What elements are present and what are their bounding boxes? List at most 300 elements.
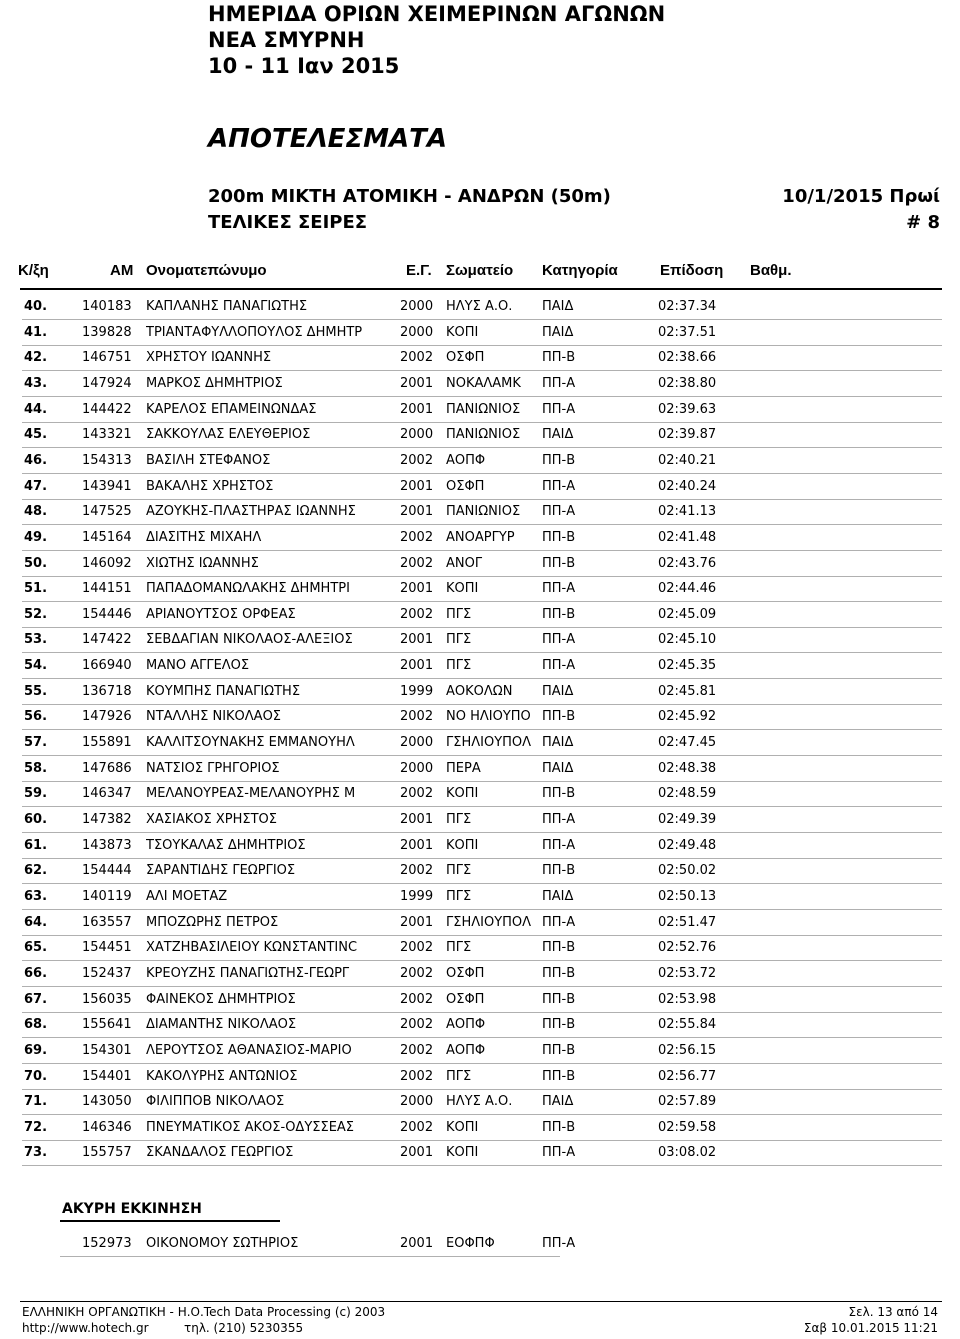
result-time: 02:49.39 — [658, 812, 717, 827]
result-category: ΠΠ-Β — [542, 555, 576, 571]
result-rank: 59. — [24, 786, 48, 802]
result-category: ΠΠ-Β — [542, 452, 576, 468]
result-am: 154401 — [82, 1068, 132, 1084]
result-rank: 55. — [24, 683, 48, 699]
result-name: ΚΑΚΟΛΥΡΗΣ ΑΝΤΩΝΙΟΣ — [146, 1068, 298, 1084]
result-rank: 67. — [24, 991, 48, 1007]
result-club: ΠΓΣ — [446, 863, 472, 879]
result-am: 147924 — [82, 375, 132, 391]
row-rule — [22, 1089, 942, 1090]
row-rule — [22, 832, 942, 833]
table-row — [0, 684, 960, 709]
result-year: 2000 — [400, 299, 434, 314]
result-am: 147525 — [82, 504, 132, 520]
result-club: ΠΑΝΙΩΝΙΟΣ — [446, 504, 521, 520]
result-category: ΠΠ-Α — [542, 401, 576, 417]
result-time: 02:44.46 — [658, 581, 717, 597]
result-name: ΜΠΟΖΩΡΗΣ ΠΕΤΡΟΣ — [146, 914, 279, 930]
result-category: ΠΠ-Α — [542, 478, 576, 494]
result-am: 147422 — [82, 632, 132, 648]
result-rank: 54. — [24, 658, 48, 674]
col-category: Κατηγορία — [542, 262, 618, 279]
table-row — [0, 838, 960, 863]
result-am: 156035 — [82, 991, 132, 1007]
result-club: ΟΣΦΠ — [446, 991, 485, 1007]
result-time: 02:50.02 — [658, 863, 717, 879]
result-name: ΤΣΟΥΚΑΛΑΣ ΔΗΜΗΤΡΙΟΣ — [146, 837, 306, 853]
result-club: ΠΕΡΑ — [446, 760, 481, 776]
result-name: ΚΑΡΕΛΟΣ ΕΠΑΜΕΙΝΩΝΔΑΣ — [146, 401, 317, 417]
col-year: Ε.Γ. — [406, 262, 432, 279]
footer-separator — [20, 1301, 942, 1302]
result-am: 146751 — [82, 350, 132, 366]
result-name: ΦΙΛΙΠΠΟΒ ΝΙΚΟΛΑΟΣ — [146, 1094, 285, 1110]
result-category: ΠΑΙΔ — [542, 888, 574, 904]
result-year: 1999 — [400, 683, 434, 699]
result-club: ΚΟΠΙ — [446, 1119, 479, 1135]
result-am: 143873 — [82, 837, 132, 853]
result-am: 166940 — [82, 658, 132, 674]
table-row — [0, 966, 960, 991]
result-year: 2000 — [400, 324, 434, 340]
table-row — [0, 530, 960, 555]
result-name: ΠΑΠΑΔΟΜΑΝΩΛΑΚΗΣ ΔΗΜΗΤΡΙ — [146, 581, 350, 597]
result-time: 02:52.76 — [658, 940, 717, 956]
table-row — [0, 325, 960, 350]
result-name: ΑΛΙ ΜΟΕΤΑΖ — [146, 888, 228, 904]
result-rank: 66. — [24, 965, 48, 981]
result-am: 147686 — [82, 760, 132, 776]
result-am: 143321 — [82, 427, 132, 443]
result-am: 152437 — [82, 965, 132, 981]
result-time: 02:59.58 — [658, 1119, 717, 1135]
result-time: 02:37.51 — [658, 324, 717, 340]
result-name: ΧΑΣΙΑΚΟΣ ΧΡΗΣΤΟΣ — [146, 812, 277, 827]
row-rule — [22, 806, 942, 807]
result-category: ΠΑΙΔ — [542, 1094, 574, 1110]
result-category: ΠΠ-Β — [542, 1068, 576, 1084]
result-am: 146092 — [82, 555, 132, 571]
row-rule — [22, 1114, 942, 1115]
table-row — [0, 453, 960, 478]
result-rank: 41. — [24, 324, 48, 340]
footer-page: Σελ. 13 από 14 — [848, 1305, 938, 1319]
table-row — [0, 504, 960, 529]
result-category: ΠΑΙΔ — [542, 735, 574, 751]
result-am: 154301 — [82, 1042, 132, 1058]
meet-title: ΗΜΕΡΙΔΑ ΟΡΙΩΝ ΧΕΙΜΕΡΙΝΩΝ ΑΓΩΝΩΝ — [208, 2, 666, 26]
result-time: 02:48.38 — [658, 760, 717, 776]
result-am: 154451 — [82, 940, 132, 956]
result-year: 2002 — [400, 529, 434, 545]
table-row — [0, 709, 960, 734]
result-time: 02:39.63 — [658, 401, 717, 417]
result-rank: 53. — [24, 632, 48, 648]
result-time: 02:45.92 — [658, 709, 717, 725]
result-year: 2002 — [400, 555, 434, 571]
table-row — [0, 812, 960, 837]
result-club: ΠΓΣ — [446, 632, 472, 648]
row-rule — [22, 704, 942, 705]
result-year: 2001 — [400, 401, 434, 417]
result-category: ΠΠ-Β — [542, 1017, 576, 1033]
result-category: ΠΑΙΔ — [542, 324, 574, 340]
table-row — [0, 889, 960, 914]
result-category: ΠΠ-Α — [542, 914, 576, 930]
result-rank: 51. — [24, 581, 48, 597]
result-club: ΚΟΠΙ — [446, 837, 479, 853]
row-rule — [22, 601, 942, 602]
col-points: Βαθμ. — [750, 262, 792, 279]
dnf-name: ΟΙΚΟΝΟΜΟΥ ΣΩΤΗΡΙΟΣ — [146, 1236, 299, 1251]
result-name: ΠΝΕΥΜΑΤΙΚΟΣ ΑΚΟΣ-ΟΔΥΣΣΕΑΣ — [146, 1119, 355, 1135]
table-row — [0, 992, 960, 1017]
col-club: Σωματείο — [446, 262, 514, 279]
col-name: Ονοματεπώνυμο — [146, 262, 267, 279]
result-time: 02:43.76 — [658, 555, 717, 571]
result-club: ΑΝΟΓ — [446, 555, 483, 571]
table-row — [0, 1017, 960, 1042]
result-name: ΜΕΛΑΝΟΥΡΕΑΣ-ΜΕΛΑΝΟΥΡΗΣ Μ — [146, 786, 356, 802]
footer-phone: τηλ. (210) 5230355 — [184, 1321, 304, 1335]
row-rule — [22, 627, 942, 628]
result-rank: 48. — [24, 504, 48, 520]
result-rank: 47. — [24, 478, 48, 494]
result-category: ΠΠ-Β — [542, 786, 576, 802]
result-year: 2002 — [400, 350, 434, 366]
result-am: 140183 — [82, 299, 132, 314]
row-rule — [22, 986, 942, 987]
result-year: 2000 — [400, 427, 434, 443]
table-row — [0, 556, 960, 581]
result-time: 02:53.72 — [658, 965, 717, 981]
result-club: ΚΟΠΙ — [446, 1145, 479, 1161]
row-rule — [22, 729, 942, 730]
result-year: 2001 — [400, 812, 434, 827]
footer-org: ΕΛΛΗΝΙΚΗ ΟΡΓΑΝΩΤΙΚΗ - Η.Ο.Tech Data Processing (c) 2003 — [22, 1305, 386, 1319]
dnf-row-rule — [60, 1256, 560, 1257]
result-time: 02:40.24 — [658, 478, 717, 494]
result-name: ΝΤΑΛΛΗΣ ΝΙΚΟΛΑΟΣ — [146, 709, 282, 725]
result-rank: 71. — [24, 1094, 48, 1110]
result-rank: 70. — [24, 1068, 48, 1084]
result-time: 02:41.48 — [658, 529, 717, 545]
result-club: ΑΟΚΟΛΩΝ — [446, 683, 513, 699]
round-name: ΤΕΛΙΚΕΣ ΣΕΙΡΕΣ — [208, 212, 368, 233]
result-category: ΠΑΙΔ — [542, 299, 574, 314]
result-time: 02:38.80 — [658, 375, 717, 391]
result-category: ΠΠ-Α — [542, 632, 576, 648]
col-am: ΑΜ — [110, 262, 134, 279]
result-am: 155757 — [82, 1145, 132, 1161]
result-name: ΝΑΤΣΙΟΣ ΓΡΗΓΟΡΙΟΣ — [146, 760, 280, 776]
result-name: ΧΑΤΖΗΒΑΣΙΛΕΙΟΥ ΚΩΝΣΤΑΝΤΙΝC — [146, 940, 358, 956]
header-separator — [20, 288, 942, 290]
result-rank: 72. — [24, 1119, 48, 1135]
result-club: ΓΣΗΛΙΟΥΠΟΛ — [446, 735, 532, 751]
result-am: 144422 — [82, 401, 132, 417]
row-rule — [22, 447, 942, 448]
footer-url: http://www.hotech.gr — [22, 1321, 149, 1335]
result-year: 2002 — [400, 1119, 434, 1135]
row-rule — [22, 781, 942, 782]
dnf-club: ΕΟΦΠΦ — [446, 1236, 495, 1251]
result-name: ΧΙΩΤΗΣ ΙΩΑΝΝΗΣ — [146, 555, 259, 571]
result-time: 02:37.34 — [658, 299, 717, 314]
result-time: 02:56.15 — [658, 1042, 717, 1058]
result-time: 02:55.84 — [658, 1017, 717, 1033]
table-row — [0, 761, 960, 786]
result-time: 02:39.87 — [658, 427, 717, 443]
result-club: ΠΓΣ — [446, 658, 472, 674]
result-time: 02:45.10 — [658, 632, 717, 648]
table-row — [0, 1069, 960, 1094]
result-name: ΜΑΡΚΟΣ ΔΗΜΗΤΡΙΟΣ — [146, 375, 283, 391]
result-year: 2002 — [400, 1068, 434, 1084]
table-row — [0, 915, 960, 940]
dnf-am: 152973 — [82, 1236, 132, 1251]
table-row — [0, 786, 960, 811]
result-category: ΠΠ-Α — [542, 837, 576, 853]
table-row — [0, 632, 960, 657]
result-category: ΠΠ-Β — [542, 350, 576, 366]
result-name: ΣΚΑΝΔΑΛΟΣ ΓΕΩΡΓΙΟΣ — [146, 1145, 294, 1161]
result-time: 02:38.66 — [658, 350, 717, 366]
result-name: ΑΡΙΑΝΟΥΤΣΟΣ ΟΡΦΕΑΣ — [146, 606, 296, 622]
result-category: ΠΠ-Α — [542, 812, 576, 827]
result-am: 139828 — [82, 324, 132, 340]
result-category: ΠΠ-Β — [542, 940, 576, 956]
result-year: 2002 — [400, 863, 434, 879]
result-rank: 49. — [24, 529, 48, 545]
result-time: 02:57.89 — [658, 1094, 717, 1110]
row-rule — [22, 858, 942, 859]
result-rank: 58. — [24, 760, 48, 776]
result-category: ΠΠ-Β — [542, 1042, 576, 1058]
result-category: ΠΑΙΔ — [542, 683, 574, 699]
result-name: ΚΟΥΜΠΗΣ ΠΑΝΑΓΙΩΤΗΣ — [146, 683, 301, 699]
result-club: ΝΟ ΗΛΙΟΥΠΟ — [446, 709, 531, 725]
result-time: 02:48.59 — [658, 786, 717, 802]
row-rule — [22, 883, 942, 884]
result-am: 143941 — [82, 478, 132, 494]
col-rank: Κ/ξη — [18, 262, 49, 279]
result-club: ΚΟΠΙ — [446, 581, 479, 597]
table-row — [0, 1120, 960, 1145]
result-category: ΠΠ-Β — [542, 965, 576, 981]
table-row — [0, 658, 960, 683]
result-rank: 50. — [24, 555, 48, 571]
result-year: 2001 — [400, 837, 434, 853]
row-rule — [22, 576, 942, 577]
result-category: ΠΠ-Β — [542, 1119, 576, 1135]
result-am: 136718 — [82, 683, 132, 699]
col-performance: Επίδοση — [660, 262, 724, 279]
result-category: ΠΠ-Β — [542, 606, 576, 622]
row-rule — [22, 1063, 942, 1064]
result-club: ΟΣΦΠ — [446, 965, 485, 981]
result-name: ΔΙΑΣΙΤΗΣ ΜΙΧΑΗΛ — [146, 529, 262, 545]
dnf-year: 2001 — [400, 1236, 434, 1251]
result-rank: 61. — [24, 837, 48, 853]
result-year: 2002 — [400, 1017, 434, 1033]
result-year: 2002 — [400, 452, 434, 468]
result-year: 2000 — [400, 735, 434, 751]
result-club: ΠΓΣ — [446, 940, 472, 956]
event-name: 200m ΜΙΚΤΗ ΑΤΟΜΙΚΗ - ΑΝΔΡΩΝ (50m) — [208, 186, 611, 207]
row-rule — [22, 524, 942, 525]
result-time: 02:47.45 — [658, 735, 717, 751]
result-am: 146346 — [82, 1119, 132, 1135]
result-year: 2001 — [400, 375, 434, 391]
result-rank: 46. — [24, 452, 48, 468]
result-name: ΚΑΠΛΑΝΗΣ ΠΑΝΑΓΙΩΤΗΣ — [146, 299, 308, 314]
dnf-category: ΠΠ-Α — [542, 1236, 576, 1251]
event-date-session: 10/1/2015 Πρωί — [782, 186, 940, 207]
result-name: ΔΙΑΜΑΝΤΗΣ ΝΙΚΟΛΑΟΣ — [146, 1017, 297, 1033]
result-rank: 68. — [24, 1017, 48, 1033]
result-name: ΜΑΝΟ ΑΓΓΕΛΟΣ — [146, 658, 250, 674]
result-category: ΠΠ-Α — [542, 1145, 576, 1161]
table-row — [0, 1094, 960, 1119]
result-club: ΠΓΣ — [446, 606, 472, 622]
result-name: ΣΑΚΚΟΥΛΑΣ ΕΛΕΥΘΕΡΙΟΣ — [146, 427, 311, 443]
result-year: 2000 — [400, 760, 434, 776]
table-row — [0, 350, 960, 375]
result-category: ΠΑΙΔ — [542, 427, 574, 443]
table-row — [0, 299, 960, 324]
row-rule — [22, 370, 942, 371]
results-title: ΑΠΟΤΕΛΕΣΜΑΤΑ — [208, 124, 447, 154]
row-rule — [22, 1165, 942, 1166]
result-category: ΠΠ-Β — [542, 529, 576, 545]
table-row — [0, 581, 960, 606]
result-rank: 57. — [24, 735, 48, 751]
result-club: ΗΛΥΣ Α.Ο. — [446, 299, 513, 314]
table-row — [0, 735, 960, 760]
row-rule — [22, 345, 942, 346]
result-name: ΧΡΗΣΤΟΥ ΙΩΑΝΝΗΣ — [146, 350, 272, 366]
dnf-title: ΑΚΥΡΗ ΕΚΚΙΝΗΣΗ — [62, 1201, 202, 1217]
table-row — [0, 427, 960, 452]
row-rule — [22, 473, 942, 474]
result-rank: 56. — [24, 709, 48, 725]
result-name: ΚΡΕΟΥΖΗΣ ΠΑΝΑΓΙΩΤΗΣ-ΓΕΩΡΓ — [146, 965, 350, 981]
result-name: ΣΕΒΔΑΓΙΑΝ ΝΙΚΟΛΑΟΣ-ΑΛΕΞΙΟΣ — [146, 632, 353, 648]
result-time: 02:56.77 — [658, 1068, 717, 1084]
result-club: ΝΟΚΑΛΑΜΚ — [446, 375, 521, 391]
result-year: 2001 — [400, 914, 434, 930]
result-am: 147382 — [82, 812, 132, 827]
result-time: 02:40.21 — [658, 452, 717, 468]
result-time: 02:45.09 — [658, 606, 717, 622]
result-year: 2002 — [400, 786, 434, 802]
result-club: ΠΑΝΙΩΝΙΟΣ — [446, 427, 521, 443]
result-year: 2001 — [400, 581, 434, 597]
table-row — [0, 479, 960, 504]
result-year: 2001 — [400, 504, 434, 520]
result-am: 154313 — [82, 452, 132, 468]
result-rank: 40. — [24, 299, 48, 314]
result-rank: 65. — [24, 940, 48, 956]
result-am: 144151 — [82, 581, 132, 597]
dnf-separator — [60, 1220, 280, 1222]
result-am: 143050 — [82, 1094, 132, 1110]
result-rank: 62. — [24, 863, 48, 879]
result-time: 03:08.02 — [658, 1145, 717, 1161]
result-category: ΠΑΙΔ — [542, 760, 574, 776]
result-year: 1999 — [400, 888, 434, 904]
result-rank: 52. — [24, 606, 48, 622]
table-row — [0, 1145, 960, 1170]
table-row — [0, 402, 960, 427]
result-club: ΠΓΣ — [446, 812, 472, 827]
result-time: 02:53.98 — [658, 991, 717, 1007]
table-row — [0, 863, 960, 888]
result-year: 2002 — [400, 1042, 434, 1058]
table-row — [0, 940, 960, 965]
row-rule — [22, 422, 942, 423]
row-rule — [22, 1140, 942, 1141]
result-rank: 64. — [24, 914, 48, 930]
result-am: 154444 — [82, 863, 132, 879]
result-time: 02:41.13 — [658, 504, 717, 520]
result-am: 155891 — [82, 735, 132, 751]
result-name: ΤΡΙΑΝΤΑΦΥΛΛΟΠΟΥΛΟΣ ΔΗΜΗΤΡ — [146, 324, 363, 340]
result-time: 02:45.81 — [658, 683, 717, 699]
table-row — [0, 376, 960, 401]
result-year: 2002 — [400, 965, 434, 981]
row-rule — [22, 935, 942, 936]
row-rule — [22, 319, 942, 320]
result-club: ΑΟΠΦ — [446, 1042, 486, 1058]
result-category: ΠΠ-Α — [542, 658, 576, 674]
result-club: ΑΟΠΦ — [446, 1017, 486, 1033]
result-club: ΟΣΦΠ — [446, 478, 485, 494]
row-rule — [22, 755, 942, 756]
meet-location: ΝΕΑ ΣΜΥΡΝΗ — [208, 28, 365, 52]
result-am: 140119 — [82, 888, 132, 904]
result-year: 2001 — [400, 658, 434, 674]
result-rank: 44. — [24, 401, 48, 417]
result-category: ΠΠ-Β — [542, 991, 576, 1007]
result-name: ΚΑΛΛΙΤΣΟΥΝΑΚΗΣ ΕΜΜΑΝΟΥΗΛ — [146, 735, 355, 751]
result-club: ΓΣΗΛΙΟΥΠΟΛ — [446, 914, 532, 930]
result-year: 2001 — [400, 478, 434, 494]
table-row — [0, 607, 960, 632]
result-club: ΠΓΣ — [446, 1068, 472, 1084]
row-rule — [22, 652, 942, 653]
result-am: 163557 — [82, 914, 132, 930]
result-year: 2002 — [400, 991, 434, 1007]
result-am: 146347 — [82, 786, 132, 802]
result-year: 2000 — [400, 1094, 434, 1110]
row-rule — [22, 1037, 942, 1038]
row-rule — [22, 499, 942, 500]
result-category: ΠΠ-Β — [542, 709, 576, 725]
result-name: ΣΑΡΑΝΤΙΔΗΣ ΓΕΩΡΓΙΟΣ — [146, 863, 296, 879]
result-rank: 63. — [24, 888, 48, 904]
result-name: ΒΑΣΙΛΗ ΣΤΕΦΑΝΟΣ — [146, 452, 271, 468]
result-rank: 43. — [24, 375, 48, 391]
result-time: 02:50.13 — [658, 888, 717, 904]
result-am: 147926 — [82, 709, 132, 725]
table-row — [0, 1043, 960, 1068]
result-rank: 42. — [24, 350, 48, 366]
result-club: ΑΟΠΦ — [446, 452, 486, 468]
result-club: ΚΟΠΙ — [446, 324, 479, 340]
result-am: 155641 — [82, 1017, 132, 1033]
